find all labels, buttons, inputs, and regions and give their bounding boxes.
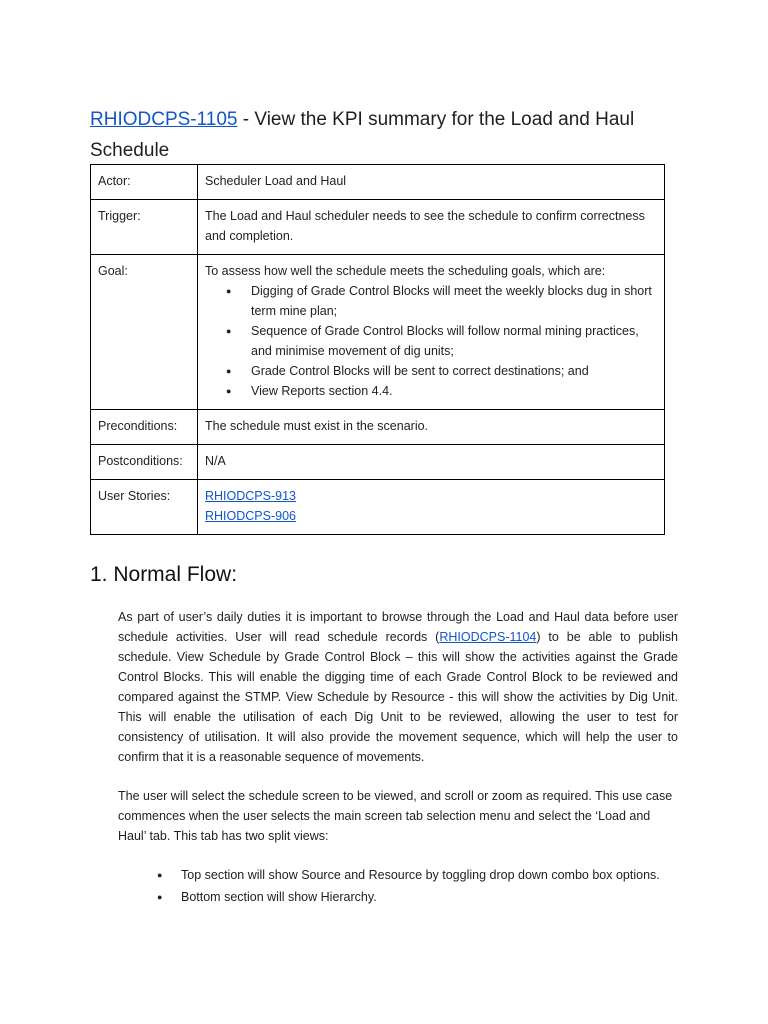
section-heading: 1. Normal Flow: (90, 563, 238, 586)
title-text: - View the KPI summary for the Load and Haul Schedule (90, 109, 635, 161)
list-item: ● Top section will show Source and Resource by toggling drop down combo box options. (181, 864, 681, 886)
table-row-trigger (91, 200, 665, 255)
actor-value: Scheduler Load and Haul (198, 165, 665, 200)
goal-list (205, 281, 656, 401)
actor-label: Actor: (91, 165, 198, 200)
use-case-table (90, 164, 665, 535)
goal-item: ● Sequence of Grade Control Blocks will follow normal mining practices, and minimise movement of dig units; (251, 321, 656, 361)
title-issue-link[interactable]: RHIODCPS-1105 (90, 109, 238, 130)
normal-flow-paragraph (118, 607, 678, 767)
inline-issue-link[interactable]: RHIODCPS-1104 (439, 630, 537, 644)
preconditions-label: Preconditions: (91, 410, 198, 445)
trigger-value: The Load and Haul scheduler needs to see the schedule to confirm correctness and completion. (198, 200, 665, 255)
user-story-link[interactable]: RHIODCPS-906 (205, 509, 296, 523)
postconditions-label: Postconditions: (91, 445, 198, 480)
goal-item: ● Grade Control Blocks will be sent to correct destinations; and (251, 361, 656, 381)
postconditions-value: N/A (198, 445, 665, 480)
goal-label: Goal: (91, 255, 198, 410)
user-stories-label: User Stories: (91, 480, 198, 535)
goal-value (198, 255, 665, 410)
goal-intro: To assess how well the schedule meets the scheduling goals, which are: (205, 264, 606, 278)
user-story-link[interactable]: RHIODCPS-913 (205, 489, 296, 503)
paragraph-text: As part of user’s daily duties it is important to browse through the Load and Haul data before user schedule activities. User will read schedule records ( (118, 610, 678, 644)
schedule-screen-paragraph: The user will select the schedule screen to be viewed, and scroll or zoom as required. This use case commences when the user selects the main screen tab selection menu and select the ‘Load and Haul’ tab. This tab has two split views: (118, 789, 673, 843)
table-row-actor (91, 165, 665, 200)
list-item: ● Bottom section will show Hierarchy. (181, 886, 681, 908)
paragraph-text: ) to be able to publish schedule. View Schedule by Grade Control Block – this will show the activities against the Grade Control Blocks. This will enable the digging time of each Grade Control Block to be reviewed and compared against the STMP. View Schedule by Resource - this will show the activities by Dig Unit. This will enable the utilisation of each Dig Unit to be reviewed, allowing the user to test for consistency of utilisation. It will also provide the movement sequence, which will help the user to confirm that it is a reasonable sequence of movements. (118, 630, 678, 764)
user-stories-value (198, 480, 665, 535)
page-title (90, 104, 650, 166)
goal-item: ● View Reports section 4.4. (251, 381, 656, 401)
table-row-user-stories (91, 480, 665, 535)
split-views-list (181, 864, 681, 908)
goal-item: ● Digging of Grade Control Blocks will meet the weekly blocks dug in short term mine plan; (251, 281, 656, 321)
table-row-preconditions (91, 410, 665, 445)
trigger-label: Trigger: (91, 200, 198, 255)
preconditions-value: The schedule must exist in the scenario. (198, 410, 665, 445)
table-row-postconditions (91, 445, 665, 480)
table-row-goal (91, 255, 665, 410)
